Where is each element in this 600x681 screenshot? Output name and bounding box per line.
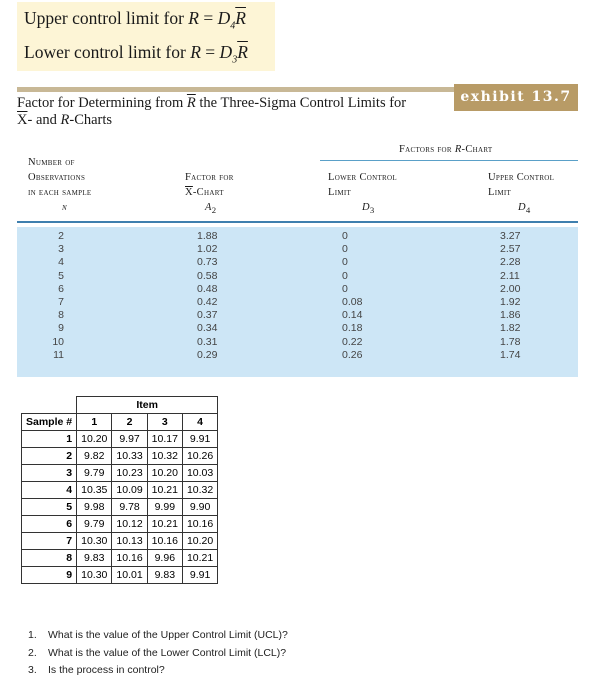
measurement-cell: 9.96: [147, 550, 182, 567]
d3-cell: 0.18: [342, 322, 363, 335]
measurement-cell: 10.20: [77, 431, 112, 448]
d3-cell: 0: [342, 269, 348, 282]
a2-cell: 1.02: [197, 243, 218, 256]
n-cell: 8: [58, 309, 64, 322]
table-row: [22, 516, 218, 533]
n-cell: 7: [58, 295, 64, 308]
d3-cell: 0: [342, 256, 348, 269]
table-row: [22, 499, 218, 516]
measurement-cell: 9.79: [77, 465, 112, 482]
question-number: 1.: [28, 629, 37, 641]
n-cell: 5: [58, 269, 64, 282]
lcl-formula: Lower control limit for $R = D_3\overline{R}$: [24, 42, 248, 66]
a2-cell: 0.42: [197, 295, 218, 308]
sample-header: Sample #: [22, 414, 77, 431]
measurement-cell: 10.12: [112, 516, 147, 533]
d3-cell: 0.08: [342, 295, 363, 308]
measurement-cell: 10.35: [77, 482, 112, 499]
sample-number: 1: [22, 431, 77, 448]
d4-cell: 2.28: [500, 256, 521, 269]
table-row: [22, 431, 218, 448]
measurement-cell: 10.20: [147, 465, 182, 482]
group-rule: [320, 160, 578, 161]
d3-cell: 0.22: [342, 335, 363, 348]
measurement-cell: 10.32: [182, 482, 217, 499]
sample-number: 5: [22, 499, 77, 516]
measurement-cell: 10.17: [147, 431, 182, 448]
measurement-cell: 10.23: [112, 465, 147, 482]
col-header-d4: Upper Control Limit $D_4$: [488, 172, 555, 216]
question-text: Is the process in control?: [48, 664, 165, 676]
sample-number: 9: [22, 567, 77, 584]
measurement-cell: 10.26: [182, 448, 217, 465]
d3-cell: 0: [342, 282, 348, 295]
question-item: [28, 662, 288, 680]
measurement-cell: 9.91: [182, 431, 217, 448]
d4-cell: 1.82: [500, 322, 521, 335]
table-row: [22, 567, 218, 584]
question-item: [28, 627, 288, 645]
measurement-cell: 9.78: [112, 499, 147, 516]
d4-cell: 1.78: [500, 335, 521, 348]
col-header-d3: Lower Control Limit $D_3$: [328, 172, 397, 216]
sample-data-table: [21, 396, 218, 584]
measurement-cell: 10.21: [147, 516, 182, 533]
item-header: Item: [77, 397, 218, 414]
a2-cell: 0.48: [197, 282, 218, 295]
a2-cell: 0.29: [197, 348, 218, 361]
d4-cell: 1.86: [500, 309, 521, 322]
blank-corner: [22, 397, 77, 414]
measurement-cell: 9.91: [182, 567, 217, 584]
n-cell: 2: [58, 230, 64, 242]
question-number: 2.: [28, 646, 37, 659]
header-rule: [17, 221, 578, 223]
n-cell: 10: [52, 335, 64, 348]
column-n: [40, 230, 64, 362]
d4-cell: 3.27: [500, 230, 521, 242]
measurement-cell: 9.90: [182, 499, 217, 516]
item-col-header: 1: [77, 414, 112, 431]
sample-number: 6: [22, 516, 77, 533]
n-cell: 4: [58, 256, 64, 269]
a2-cell: 0.37: [197, 309, 218, 322]
measurement-cell: 9.83: [77, 550, 112, 567]
sample-number: 7: [22, 533, 77, 550]
question-text: What is the value of the Upper Control Limit (UCL)?: [48, 629, 288, 641]
table-row: [22, 465, 218, 482]
measurement-cell: 10.13: [112, 533, 147, 550]
r-chart-group-header: Factors for R-Chart: [399, 144, 493, 155]
measurement-cell: 10.03: [182, 465, 217, 482]
question-number: 3.: [28, 664, 37, 676]
d4-cell: 2.57: [500, 243, 521, 256]
d3-cell: 0: [342, 243, 348, 256]
sample-number: 4: [22, 482, 77, 499]
col-header-a2: Factor for $\overline{X}$-Chart $A_2$: [185, 172, 234, 216]
measurement-cell: 10.32: [147, 448, 182, 465]
col-header-n: Number of Observations in each sample n: [28, 157, 92, 213]
measurement-cell: 9.99: [147, 499, 182, 516]
d3-cell: 0: [342, 230, 348, 242]
sample-number: 3: [22, 465, 77, 482]
n-cell: 3: [58, 243, 64, 256]
d3-cell: 0.26: [342, 348, 363, 361]
column-d4: [500, 230, 520, 362]
d4-cell: 2.00: [500, 282, 521, 295]
question-text: What is the value of the Lower Control Limit (LCL)?: [48, 646, 287, 659]
item-col-header: 3: [147, 414, 182, 431]
n-cell: 9: [58, 322, 64, 335]
factor-table-body: [17, 227, 578, 377]
sample-number: 2: [22, 448, 77, 465]
measurement-cell: 10.09: [112, 482, 147, 499]
exhibit-title: Factor for Determining from $\overline{R}$ the Three-Sigma Control Limits for $\overline{X}-$ and R-Charts: [17, 95, 407, 128]
table-row: [22, 550, 218, 567]
d4-cell: 1.92: [500, 295, 521, 308]
table-row: [22, 533, 218, 550]
measurement-cell: 10.30: [77, 533, 112, 550]
ucl-formula: Upper control limit for $R = D_4\overline{R}$: [24, 8, 246, 32]
formula-box: [17, 2, 275, 71]
table-row: [22, 448, 218, 465]
d4-cell: 2.11: [500, 269, 520, 282]
question-item: [28, 645, 288, 663]
sample-number: 8: [22, 550, 77, 567]
measurement-cell: 10.30: [77, 567, 112, 584]
n-cell: 11: [53, 348, 64, 361]
d3-cell: 0.14: [342, 309, 363, 322]
item-col-header: 4: [182, 414, 217, 431]
measurement-cell: 10.01: [112, 567, 147, 584]
a2-cell: 0.31: [197, 335, 218, 348]
a2-cell: 0.58: [197, 269, 218, 282]
exhibit-tag: exhibit 13.7: [454, 84, 578, 111]
a2-cell: 1.88: [197, 230, 218, 242]
measurement-cell: 10.16: [112, 550, 147, 567]
n-cell: 6: [58, 282, 64, 295]
measurement-cell: 9.98: [77, 499, 112, 516]
d4-cell: 1.74: [500, 348, 521, 361]
a2-cell: 0.73: [197, 256, 218, 269]
measurement-cell: 10.21: [182, 550, 217, 567]
measurement-cell: 9.97: [112, 431, 147, 448]
measurement-cell: 10.16: [182, 516, 217, 533]
a2-cell: 0.34: [197, 322, 218, 335]
table-row: [22, 482, 218, 499]
column-a2: [197, 230, 217, 362]
measurement-cell: 10.16: [147, 533, 182, 550]
measurement-cell: 10.21: [147, 482, 182, 499]
measurement-cell: 10.33: [112, 448, 147, 465]
measurement-cell: 9.82: [77, 448, 112, 465]
item-col-header: 2: [112, 414, 147, 431]
measurement-cell: 9.79: [77, 516, 112, 533]
column-d3: [342, 230, 362, 362]
measurement-cell: 10.20: [182, 533, 217, 550]
question-list: [28, 627, 288, 680]
measurement-cell: 9.83: [147, 567, 182, 584]
